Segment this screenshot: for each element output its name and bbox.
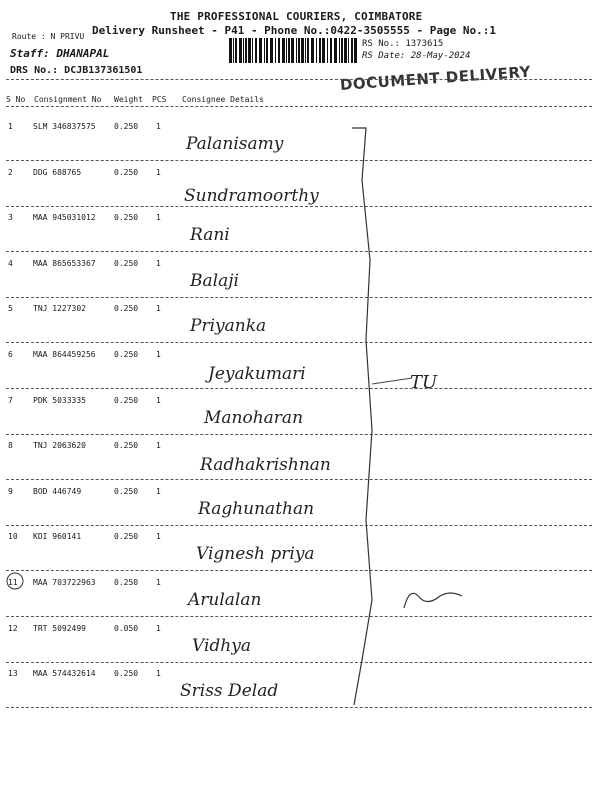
row-consignment: DDG 688765 [33, 167, 82, 177]
row-sno: 3 [8, 213, 13, 223]
runsheet-subtitle: Delivery Runsheet - P41 - Phone No.:0422-3505555 - Page No.:1 [92, 24, 496, 37]
margin-bracket [352, 128, 372, 705]
row-signature: Raghunathan [198, 498, 315, 519]
row-signature: Priyanka [190, 316, 267, 337]
row-sno: 6 [8, 350, 13, 359]
row-pcs: 1 [156, 623, 161, 633]
row-consignment: SLM 346837575 [33, 122, 96, 131]
col-sno: S No [6, 95, 26, 104]
rs-date: RS Date: 28-May-2024 [362, 51, 471, 61]
row-divider [6, 525, 592, 526]
row-signature: Jeyakumari [208, 364, 306, 384]
row-consignment: TNJ 1227302 [33, 304, 86, 314]
row-pcs: 1 [156, 578, 161, 587]
col-consignment: Consignment No [34, 95, 102, 104]
row-weight: 0.250 [114, 258, 139, 268]
row-weight: 0.250 [114, 304, 139, 314]
row-sno: 7 [8, 395, 13, 405]
row-consignment: PDK 5033335 [33, 395, 86, 405]
row-consignment: MAA 703722963 [33, 578, 96, 587]
row-divider [6, 342, 592, 343]
row-signature: Rani [190, 225, 230, 246]
col-weight: Weight [114, 95, 143, 104]
row-pcs: 1 [156, 304, 161, 314]
row-pcs: 1 [156, 167, 161, 177]
row-pcs: 1 [156, 122, 161, 131]
row-divider [6, 388, 592, 389]
document-delivery-stamp: DOCUMENT DELIVERY [339, 62, 532, 94]
row-divider [6, 297, 592, 298]
row-pcs: 1 [156, 486, 161, 496]
row-sno: 5 [8, 304, 13, 314]
row-weight: 0.250 [114, 167, 139, 177]
tu-arrow [372, 378, 412, 384]
row-pcs: 1 [156, 441, 161, 451]
divider [6, 79, 592, 80]
row-signature: Sriss Delad [180, 681, 279, 702]
row-divider [6, 662, 592, 663]
row-consignment: TNJ 2063620 [33, 441, 86, 451]
row-divider [6, 206, 592, 207]
margin-note: TU [410, 372, 438, 393]
row-sno: 8 [8, 441, 13, 451]
row-divider [6, 251, 592, 252]
row-sno: 2 [8, 167, 13, 177]
row-consignment: MAA 945031012 [33, 213, 96, 223]
row-signature: Manoharan [204, 407, 304, 428]
row-weight: 0.250 [114, 669, 139, 679]
row-signature: Balaji [190, 270, 239, 291]
row-consignment: KDI 960141 [33, 532, 82, 542]
row-sno: 13 [8, 669, 18, 679]
row-pcs: 1 [156, 258, 161, 268]
row-signature: Radhakrishnan [200, 455, 331, 476]
row-consignment: MAA 864459256 [33, 350, 96, 359]
row-divider [6, 616, 592, 617]
row-pcs: 1 [156, 213, 161, 223]
row-sno: 12 [8, 623, 18, 633]
row-sno: 1 [8, 122, 13, 131]
row-11-signature-flourish [404, 593, 462, 608]
row-consignment: BOD 446749 [33, 486, 82, 496]
row-weight: 0.050 [114, 623, 139, 633]
route-label: Route : N PRIVU [12, 32, 85, 41]
row-sno: 4 [8, 258, 13, 268]
row-divider [6, 160, 592, 161]
row-sno: 9 [8, 486, 13, 496]
row-signature: Palanisamy [186, 134, 284, 154]
row-weight: 0.250 [114, 486, 139, 496]
row-weight: 0.250 [114, 213, 139, 223]
rs-number: RS No.: 1373615 [362, 39, 444, 49]
row-weight: 0.250 [114, 122, 139, 131]
row-divider [6, 570, 592, 571]
row-signature: Vidhya [192, 635, 251, 656]
drs-number: DRS No.: DCJB137361501 [10, 65, 143, 76]
row-signature: Vignesh priya [196, 544, 315, 565]
row-divider [6, 479, 592, 480]
col-pcs: PCS [152, 95, 167, 104]
row-weight: 0.250 [114, 578, 139, 587]
staff-label: Staff: DHANAPAL [10, 47, 110, 60]
row-signature: Sundramoorthy [184, 185, 319, 206]
row-sno: 11 [8, 578, 18, 587]
company-title: THE PROFESSIONAL COURIERS, COIMBATORE [170, 10, 423, 23]
row-consignment: MAA 574432614 [33, 669, 96, 679]
row-divider [6, 707, 592, 708]
row-weight: 0.250 [114, 350, 139, 359]
row-pcs: 1 [156, 532, 161, 542]
row-weight: 0.250 [114, 532, 139, 542]
row-consignment: MAA 865653367 [33, 258, 96, 268]
col-details: Consignee Details [182, 95, 264, 104]
row-divider [6, 434, 592, 435]
row-signature: Arulalan [188, 590, 262, 610]
row-pcs: 1 [156, 395, 161, 405]
row-consignment: TRT 5092499 [33, 623, 86, 633]
row-sno: 10 [8, 532, 18, 542]
barcode-icon [229, 38, 357, 63]
row-pcs: 1 [156, 669, 161, 679]
header-divider [6, 106, 592, 107]
row-weight: 0.250 [114, 441, 139, 451]
row-weight: 0.250 [114, 395, 139, 405]
row-pcs: 1 [156, 350, 161, 359]
